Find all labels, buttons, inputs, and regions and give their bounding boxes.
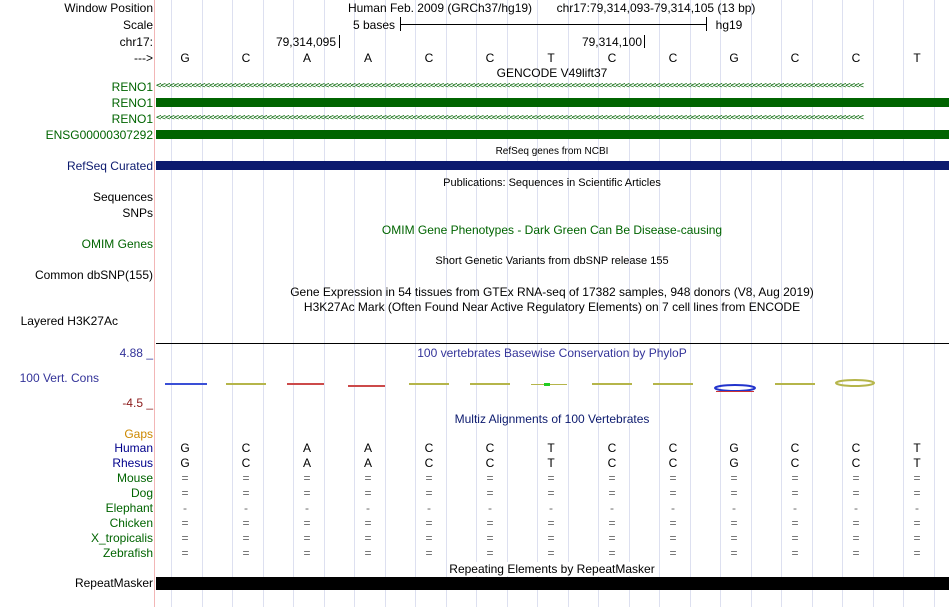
repeatmasker-label[interactable]: RepeatMasker — [74, 576, 153, 590]
base-letter: C — [607, 51, 617, 65]
alignment-cell: T — [913, 456, 921, 470]
snps-label[interactable]: SNPs — [122, 206, 153, 220]
gencode-item-label-3[interactable]: RENO1 — [111, 112, 153, 126]
alignment-cell: = — [547, 471, 555, 485]
alignment-cell: = — [730, 486, 738, 500]
alignment-cell: = — [608, 516, 616, 530]
cons-mark-10b — [716, 391, 754, 392]
base-letter: C — [668, 51, 678, 65]
alignment-cell: = — [181, 516, 189, 530]
alignment-cell: = — [608, 471, 616, 485]
alignment-cell: A — [363, 441, 373, 455]
alignment-cell: = — [425, 471, 433, 485]
gaps-label[interactable]: Gaps — [124, 427, 153, 441]
alignment-cell: - — [183, 501, 187, 515]
alignment-cell: = — [486, 531, 494, 545]
alignment-cell: = — [364, 516, 372, 530]
alignment-cell: = — [486, 486, 494, 500]
alignment-cell: - — [854, 501, 858, 515]
chrom-label: chr17: — [119, 35, 153, 49]
alignment-cell: = — [364, 471, 372, 485]
cons-mark-6 — [470, 383, 510, 385]
cons-mark-10 — [715, 385, 755, 391]
pubs-track-title[interactable]: Publications: Sequences in Scientific Articles — [443, 177, 661, 189]
base-letter: G — [729, 51, 739, 65]
base-letter: T — [913, 51, 921, 65]
alignment-cell: C — [607, 441, 617, 455]
alignment-cell: G — [180, 456, 190, 470]
gencode-item-label-1[interactable]: RENO1 — [111, 80, 153, 94]
alignment-cell: = — [303, 486, 311, 500]
alignment-cell: = — [425, 516, 433, 530]
alignment-cell: = — [791, 531, 799, 545]
species-label[interactable]: X_tropicalis — [90, 531, 153, 545]
db-text: hg19 — [715, 18, 743, 32]
multiz-track-title[interactable]: Multiz Alignments of 100 Vertebrates — [454, 412, 650, 426]
base-letter: A — [363, 51, 373, 65]
cons-mark-11 — [775, 383, 815, 385]
cons-mark-3 — [287, 383, 324, 385]
coordinate-label-2: 79,314,100 — [581, 35, 642, 49]
alignment-cell: = — [242, 546, 250, 560]
gencode-item-3-intron[interactable]: <<<<<<<<<<<<<<<<<<<<<<<<<<<<<<<<<<<<<<<<<<<<<<<<<<<<<<<<<<<<<<<<<<<<<<<<<<<<<<<<<<<<<<<<<<<<<<<<<<<<<<<<<<<<<<<<<<<<<<<<<<<<<<<<<<<<<<<<<<<<<<<<<<<<<<<<<<<<<<<< — [156, 114, 863, 123]
alignment-cell: = — [791, 471, 799, 485]
base-letter: C — [790, 51, 800, 65]
alignment-cell: = — [913, 516, 921, 530]
alignment-cell: - — [488, 501, 492, 515]
species-label[interactable]: Human — [114, 441, 153, 455]
alignment-cell: A — [302, 441, 312, 455]
alignment-cell: - — [671, 501, 675, 515]
gencode-item-1-intron[interactable]: <<<<<<<<<<<<<<<<<<<<<<<<<<<<<<<<<<<<<<<<<<<<<<<<<<<<<<<<<<<<<<<<<<<<<<<<<<<<<<<<<<<<<<<<<<<<<<<<<<<<<<<<<<<<<<<<<<<<<<<<<<<<<<<<<<<<<<<<<<<<<<<<<<<<<<<<<<<<<<<< — [156, 82, 863, 91]
omim-track-title[interactable]: OMIM Gene Phenotypes - Dark Green Can Be Disease-causing — [381, 223, 723, 237]
alignment-cell: A — [363, 456, 373, 470]
base-letter: A — [302, 51, 312, 65]
base-letter: G — [180, 51, 190, 65]
alignment-cell: = — [852, 471, 860, 485]
alignment-cell: C — [241, 441, 251, 455]
omim-label[interactable]: OMIM Genes — [81, 237, 153, 251]
alignment-cell: = — [669, 516, 677, 530]
refseq-label[interactable]: RefSeq Curated — [66, 159, 153, 173]
alignment-cell: = — [852, 486, 860, 500]
scale-label: Scale — [122, 18, 153, 32]
alignment-cell: G — [729, 456, 739, 470]
base-letter: C — [424, 51, 434, 65]
base-letter: T — [547, 51, 555, 65]
alignment-cell: = — [242, 486, 250, 500]
alignment-cell: = — [913, 531, 921, 545]
gencode-track-title[interactable]: GENCODE V49lift37 — [496, 66, 608, 80]
alignment-cell: = — [425, 486, 433, 500]
alignment-cell: C — [790, 441, 800, 455]
alignment-cell: = — [608, 486, 616, 500]
alignment-cell: C — [485, 456, 495, 470]
alignment-cell: = — [425, 531, 433, 545]
cons-mark-5 — [409, 383, 449, 385]
alignment-cell: = — [547, 516, 555, 530]
species-label[interactable]: Dog — [130, 486, 153, 500]
alignment-cell: = — [242, 531, 250, 545]
gencode-item-label-4[interactable]: ENSG00000307292 — [45, 128, 153, 142]
assembly-text: Human Feb. 2009 (GRCh37/hg19) — [347, 1, 533, 15]
species-label[interactable]: Chicken — [109, 516, 153, 530]
alignment-cell: = — [852, 516, 860, 530]
alignment-cell: G — [729, 441, 739, 455]
alignment-cell: - — [732, 501, 736, 515]
gtex-track-title[interactable]: Gene Expression in 54 tissues from GTEx RNA-seq of 17382 samples, 948 donors (V8, Aug 2019) — [290, 285, 814, 299]
alignment-cell: = — [669, 471, 677, 485]
alignment-cell: = — [913, 486, 921, 500]
alignment-cell: = — [242, 516, 250, 530]
alignment-cell: = — [303, 516, 311, 530]
species-label[interactable]: Mouse — [116, 471, 153, 485]
alignment-cell: = — [791, 486, 799, 500]
alignment-cell: = — [608, 546, 616, 560]
alignment-cell: T — [913, 441, 921, 455]
cons-mark-4 — [348, 385, 385, 387]
cons-mark-8 — [592, 383, 632, 385]
cons-track-title[interactable]: 100 vertebrates Basewise Conservation by PhyloP — [417, 346, 687, 360]
cons-mark-7b — [544, 383, 550, 386]
position-text: chr17:79,314,093-79,314,105 (13 bp) — [556, 1, 756, 15]
alignment-cell: = — [913, 471, 921, 485]
species-label[interactable]: Zebrafish — [102, 546, 153, 560]
alignment-cell: C — [607, 456, 617, 470]
dbsnp-label[interactable]: Common dbSNP(155) — [34, 268, 153, 282]
species-label[interactable]: Rhesus — [112, 456, 153, 470]
alignment-cell: = — [791, 516, 799, 530]
base-letter: C — [241, 51, 251, 65]
alignment-cell: = — [181, 531, 189, 545]
alignment-cell: = — [303, 531, 311, 545]
alignment-cell: C — [424, 441, 434, 455]
alignment-cell: = — [425, 546, 433, 560]
coordinate-label-1: 79,314,095 — [275, 35, 336, 49]
scale-text: 5 bases — [352, 18, 396, 32]
strand-label: ---> — [134, 51, 153, 65]
alignment-cell: C — [790, 456, 800, 470]
alignment-cell: - — [549, 501, 553, 515]
alignment-cell: = — [364, 531, 372, 545]
alignment-cell: T — [547, 441, 555, 455]
alignment-cell: = — [181, 486, 189, 500]
alignment-cell: C — [851, 441, 861, 455]
alignment-cell: = — [486, 471, 494, 485]
conservation-marks — [165, 380, 874, 392]
base-letter: C — [851, 51, 861, 65]
refseq-track-title[interactable]: RefSeq genes from NCBI — [495, 146, 609, 157]
alignment-cell: = — [181, 471, 189, 485]
h3k27ac-track-title[interactable]: H3K27Ac Mark (Often Found Near Active Regulatory Elements) on 7 cell lines from ENCODE — [303, 300, 801, 314]
alignment-cell: - — [305, 501, 309, 515]
h3k27ac-label[interactable]: Layered H3K27Ac — [20, 314, 118, 328]
cons-mark-12 — [836, 380, 874, 386]
alignment-cell: = — [608, 531, 616, 545]
alignment-cell: C — [485, 441, 495, 455]
alignment-cell: - — [366, 501, 370, 515]
alignment-cell: = — [730, 546, 738, 560]
alignment-cell: = — [547, 531, 555, 545]
alignment-cell: = — [547, 546, 555, 560]
sequences-label[interactable]: Sequences — [92, 190, 153, 204]
alignment-cell: G — [180, 441, 190, 455]
alignment-cell: = — [181, 546, 189, 560]
alignment-cell: C — [851, 456, 861, 470]
gencode-item-label-2[interactable]: RENO1 — [111, 96, 153, 110]
cons-mark-2 — [226, 383, 266, 385]
alignment-cell: = — [730, 516, 738, 530]
alignment-cell: - — [793, 501, 797, 515]
window-position-label: Window Position — [64, 1, 153, 15]
repeatmasker-block[interactable] — [156, 577, 949, 590]
repeatmasker-track-title[interactable]: Repeating Elements by RepeatMasker — [449, 562, 655, 576]
alignment-cell: C — [424, 456, 434, 470]
alignment-cell: - — [610, 501, 614, 515]
species-label[interactable]: Elephant — [105, 501, 153, 515]
cons-mark-1 — [165, 383, 207, 385]
cons-mark-9 — [653, 383, 693, 385]
alignment-cell: T — [547, 456, 555, 470]
alignment-cell: = — [669, 546, 677, 560]
alignment-cell: = — [547, 486, 555, 500]
alignment-cell: = — [486, 516, 494, 530]
alignment-cell: - — [915, 501, 919, 515]
base-letter: C — [485, 51, 495, 65]
alignment-cell: = — [791, 546, 799, 560]
cons-label[interactable]: 100 Vert. Cons — [19, 371, 99, 385]
alignment-cell: = — [730, 531, 738, 545]
alignment-cell: = — [242, 471, 250, 485]
cons-max-label: 4.88 _ — [119, 346, 153, 360]
cons-min-label: -4.5 _ — [122, 396, 153, 410]
alignment-cell: = — [303, 546, 311, 560]
alignment-cell: C — [668, 456, 678, 470]
alignment-cell: - — [244, 501, 248, 515]
alignment-cell: = — [669, 486, 677, 500]
alignment-cell: C — [668, 441, 678, 455]
dbsnp-track-title[interactable]: Short Genetic Variants from dbSNP release 155 — [435, 255, 669, 267]
alignment-cell: = — [669, 531, 677, 545]
alignment-cell: - — [427, 501, 431, 515]
alignment-cell: C — [241, 456, 251, 470]
alignment-cell: = — [913, 546, 921, 560]
alignment-cell: = — [852, 546, 860, 560]
alignment-cell: = — [852, 531, 860, 545]
alignment-cell: = — [486, 546, 494, 560]
alignment-cell: = — [303, 471, 311, 485]
alignment-cell: = — [364, 546, 372, 560]
alignment-cell: = — [364, 486, 372, 500]
alignment-cell: A — [302, 456, 312, 470]
alignment-cell: = — [730, 471, 738, 485]
